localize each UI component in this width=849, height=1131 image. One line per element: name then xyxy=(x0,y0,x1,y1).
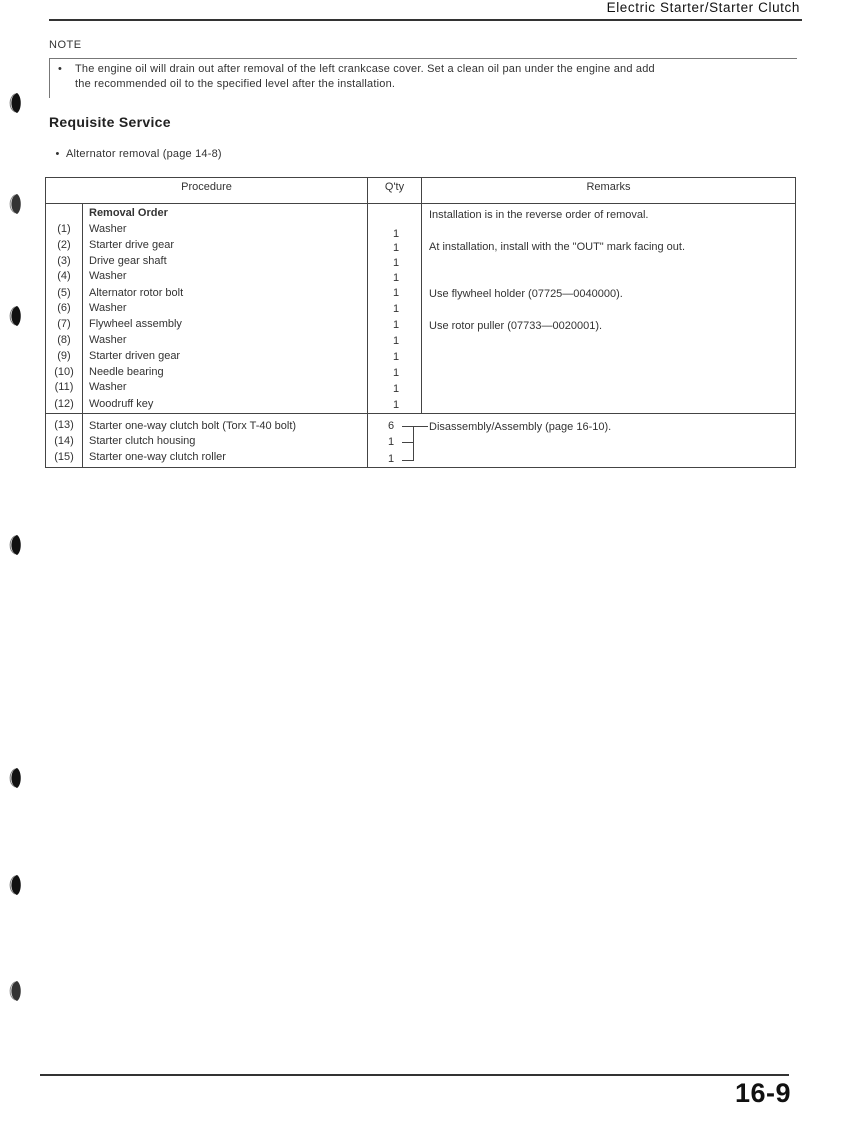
binder-hole-mark-5 xyxy=(6,767,24,789)
row-number: (4) xyxy=(57,270,71,282)
requisite-reference xyxy=(49,148,222,160)
procedure-qty-divider xyxy=(367,177,368,468)
note-line-2: the recommended oil to the specified level after the installation. xyxy=(75,78,396,90)
row-quantity: 1 xyxy=(392,272,400,284)
row-quantity: 1 xyxy=(392,303,400,315)
bracket-horizontal-top xyxy=(402,426,428,427)
row-number: (6) xyxy=(57,302,71,314)
row-number: (7) xyxy=(57,318,71,330)
row-quantity: 1 xyxy=(392,287,400,299)
binder-hole-mark-7 xyxy=(6,980,24,1002)
row-description: Washer xyxy=(89,270,127,282)
table-border-bottom xyxy=(45,467,796,468)
row-description: Drive gear shaft xyxy=(89,255,167,267)
row-description: Starter driven gear xyxy=(89,350,181,362)
remark-out-mark: At installation, install with the "OUT" mark facing out. xyxy=(429,241,686,253)
table-border-right xyxy=(795,177,796,468)
binder-hole-mark-6 xyxy=(6,874,24,896)
row-description: Starter clutch housing xyxy=(89,435,196,447)
row-number: (13) xyxy=(54,419,74,431)
remark-reverse-order: Installation is in the reverse order of removal. xyxy=(429,209,649,221)
bracket-tick-mid xyxy=(402,442,413,443)
row-description: Alternator rotor bolt xyxy=(89,287,184,299)
bracket-tick-bottom xyxy=(402,460,413,461)
row-number: (3) xyxy=(57,255,71,267)
row-quantity: 1 xyxy=(392,383,400,395)
note-line-1: The engine oil will drain out after removal of the left crankcase cover. Set a clean oil pan under the engine and add xyxy=(75,63,655,75)
row-description: Washer xyxy=(89,334,127,346)
group-divider xyxy=(45,413,796,414)
row-quantity: 1 xyxy=(392,351,400,363)
row-number: (1) xyxy=(57,223,71,235)
note-bullet: • xyxy=(58,63,63,75)
row-number: (5) xyxy=(57,287,71,299)
row-description: Starter drive gear xyxy=(89,239,174,251)
table-border-left xyxy=(45,177,46,468)
qty-remarks-divider xyxy=(421,177,422,413)
row-quantity: 1 xyxy=(387,436,395,448)
binder-hole-mark-3 xyxy=(6,305,24,327)
row-number: (2) xyxy=(57,239,71,251)
removal-order-title: Removal Order xyxy=(89,207,168,219)
binder-hole-mark-1 xyxy=(6,92,24,114)
binder-hole-mark-4 xyxy=(6,534,24,556)
row-description: Needle bearing xyxy=(89,366,164,378)
remark-flywheel-holder: Use flywheel holder (07725—0040000). xyxy=(429,288,623,300)
row-quantity: 1 xyxy=(392,367,400,379)
row-description: Woodruff key xyxy=(89,398,154,410)
row-quantity: 1 xyxy=(392,257,400,269)
header-rule xyxy=(49,19,802,21)
row-number: (14) xyxy=(54,435,74,447)
row-quantity: 1 xyxy=(392,399,400,411)
row-quantity: 1 xyxy=(392,242,400,254)
row-description: Starter one-way clutch roller xyxy=(89,451,226,463)
row-number: (11) xyxy=(54,381,74,393)
section-title: Requisite Service xyxy=(49,114,171,130)
page-number: 16-9 xyxy=(734,1078,791,1108)
page-header-title: Electric Starter/Starter Clutch xyxy=(606,0,800,15)
row-number: (8) xyxy=(57,334,71,346)
row-quantity: 1 xyxy=(392,228,400,240)
row-description: Starter one-way clutch bolt (Torx T-40 bolt) xyxy=(89,420,297,432)
row-description: Washer xyxy=(89,223,127,235)
row-description: Flywheel assembly xyxy=(89,318,182,330)
row-description: Washer xyxy=(89,381,127,393)
remark-rotor-puller: Use rotor puller (07733—0020001). xyxy=(429,320,603,332)
bracket-vertical xyxy=(413,426,414,461)
row-quantity: 1 xyxy=(392,319,400,331)
remark-disassembly: Disassembly/Assembly (page 16-10). xyxy=(429,421,612,433)
header-procedure: Procedure xyxy=(181,181,232,193)
note-text xyxy=(58,62,798,92)
row-number: (15) xyxy=(54,451,74,463)
row-quantity: 1 xyxy=(392,335,400,347)
reference-bullet: • xyxy=(55,148,60,160)
footer-rule xyxy=(40,1074,789,1076)
binder-hole-mark-2 xyxy=(6,193,24,215)
header-remarks: Remarks xyxy=(586,181,631,193)
row-description: Washer xyxy=(89,302,127,314)
header-qty: Q'ty xyxy=(384,181,405,193)
number-column-divider xyxy=(82,204,83,468)
row-number: (9) xyxy=(57,350,71,362)
row-quantity: 6 xyxy=(387,420,395,432)
note-label: NOTE xyxy=(49,39,82,51)
reference-text: Alternator removal (page 14-8) xyxy=(66,148,222,160)
row-quantity: 1 xyxy=(387,453,395,465)
row-number: (12) xyxy=(54,398,74,410)
row-number: (10) xyxy=(54,366,74,378)
